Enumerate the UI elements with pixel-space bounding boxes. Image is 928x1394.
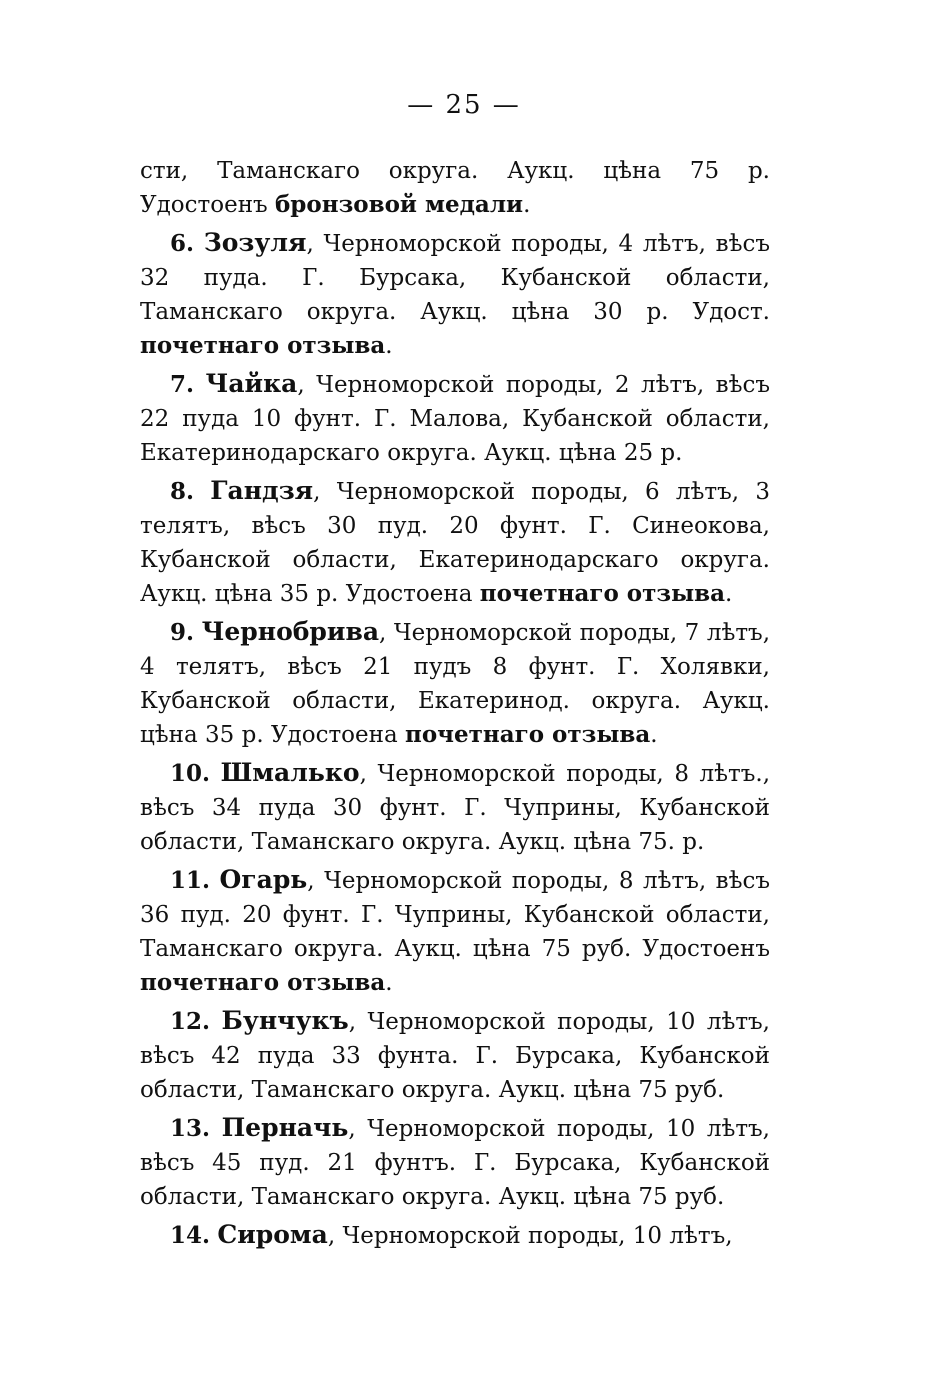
entry-text: , Черноморской породы, 4 лѣтъ, вѣсъ 32 пуда. Г. Бурсака, Кубанской области, Таманскаго округа. Аукц. цѣна 30 р. Удост.	[140, 231, 770, 325]
entry-end: .	[385, 970, 393, 996]
entry-text: , Черноморской породы, 7 лѣтъ, 4 телятъ, вѣсъ 21 пудъ 8 фунт. Г. Холявки, Кубанской области, Екатеринод. округа. Аукц. цѣна 35 р. Удостоена	[140, 620, 771, 748]
entry-end: .	[725, 581, 733, 607]
entry-text: , Черноморской породы, 6 лѣтъ, 3 телятъ, вѣсъ 30 пуд. 20 фунт. Г. Синеокова, Кубанской области, Екатеринодарскаго округа. Аукц. цѣна 35 р. Удостоена	[140, 479, 770, 607]
entry-award: почетнаго отзыва	[479, 580, 726, 607]
entry-name: Чернобрива	[201, 617, 380, 646]
entry-name: Чайка	[205, 369, 298, 398]
entry-number: 6.	[170, 230, 195, 257]
entry-award: почетнаго отзыва	[140, 332, 386, 359]
entry-number: 13.	[170, 1115, 211, 1142]
entry-text: , Черноморской породы, 8 лѣтъ., вѣсъ 34 пуда 30 фунт. Г. Чуприны, Кубанской области, Таманскаго округа. Аукц. цѣна 75. р.	[140, 761, 771, 855]
entry-end: .	[523, 192, 531, 218]
entry-number: 14.	[170, 1222, 211, 1249]
entry-text: , Черноморской породы, 2 лѣтъ, вѣсъ 22 пуда 10 фунт. Г. Малова, Кубанской области, Екатеринодарскаго округа. Аукц. цѣна 25 р.	[140, 372, 770, 466]
entry-continuation	[140, 154, 770, 222]
page-number: — 25 —	[407, 90, 521, 120]
page-body	[140, 154, 770, 1257]
entry-10	[140, 756, 770, 859]
entry-11	[140, 863, 770, 1000]
entry-13	[140, 1111, 770, 1214]
entry-name: Перначь	[221, 1113, 349, 1142]
entry-number: 8.	[170, 478, 195, 505]
entry-number: 11.	[170, 867, 211, 894]
entry-text: сти, Таманскаго округа. Аукц. цѣна 75 р. Удостоенъ	[140, 158, 770, 218]
entry-end: .	[650, 722, 658, 748]
entry-text: , Черноморской породы, 8 лѣтъ, вѣсъ 36 пуд. 20 фунт. Г. Чуприны, Кубанской области, Таманскаго округа. Аукц. цѣна 75 руб. Удостоенъ	[140, 868, 770, 962]
entry-award: почетнаго отзыва	[140, 969, 386, 996]
entry-8	[140, 474, 770, 611]
entry-text: , Черноморской породы, 10 лѣтъ, вѣсъ 45 пуд. 21 фунтъ. Г. Бурсака, Кубанской области, Таманскаго округа. Аукц. цѣна 75 руб.	[140, 1116, 770, 1210]
entry-name: Бунчукъ	[221, 1006, 349, 1035]
entry-name: Огарь	[219, 865, 308, 894]
entry-9	[140, 615, 770, 752]
entry-text: , Черноморской породы, 10 лѣтъ, вѣсъ 42 пуда 33 фунта. Г. Бурсака, Кубанской области, Таманскаго округа. Аукц. цѣна 75 руб.	[140, 1009, 770, 1103]
entry-text: , Черноморской породы, 10 лѣтъ,	[327, 1223, 733, 1249]
entry-7	[140, 367, 770, 470]
entry-end: .	[385, 333, 393, 359]
entry-award: бронзовой медали	[274, 191, 524, 218]
entry-name: Сирома	[217, 1220, 328, 1249]
entry-number: 12.	[170, 1008, 211, 1035]
entry-number: 7.	[170, 371, 195, 398]
entry-14	[140, 1218, 770, 1253]
entry-name: Гандзя	[210, 476, 314, 505]
entry-name: Зозуля	[203, 228, 307, 257]
entry-12	[140, 1004, 770, 1107]
entry-number: 10.	[170, 760, 211, 787]
entry-6	[140, 226, 770, 363]
entry-award: почетнаго отзыва	[404, 721, 651, 748]
entry-name: Шмалько	[220, 758, 360, 787]
entry-number: 9.	[170, 619, 195, 646]
